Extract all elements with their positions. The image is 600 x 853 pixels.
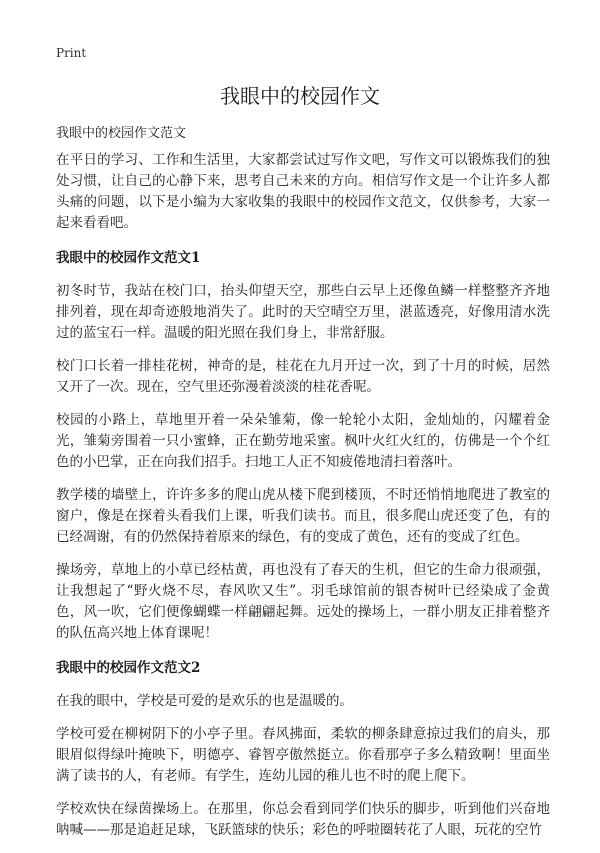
paragraph: 校园的小路上，草地里开着一朵朵雏菊，像一轮轮小太阳，金灿灿的，闪耀着金光，雏菊旁围着一只小蜜蜂，正在勤劳地采蜜。枫叶火红火红的，仿佛是一个个红色的小巴掌，正在向我们招手。扫地工人正不知疲倦地清扫着落叶。 (56, 412, 550, 470)
intro-paragraph: 在平日的学习、工作和生活里，大家都尝试过写作文吧，写作文可以锻炼我们的独处习惯，让自己的心静下来，思考自己未来的方向。相信写作文是一个让许多人都头痛的问题，以下是小编为大家收集的我眼中的校园作文范文，仅供参考，大家一起来看看吧。 (56, 152, 550, 231)
paragraph: 学校欢快在绿茵操场上。在那里，你总会看到同学们快乐的脚步，听到他们兴奋地呐喊——那是追赶足球，飞跃篮球的快乐；彩色的呼啦圈转花了人眼，玩花的空竹 (56, 801, 550, 838)
paragraph: 操场旁，草地上的小草已经枯黄，再也没有了春天的生机，但它的生命力很顽强，让我想起了“野火烧不尽，春风吹又生”。羽毛球馆前的银杏树叶已经染成了金黄色，风一吹，它们便像蝴蝶一样翩翩起舞。远处的操场上，一群小朋友正排着整齐的队伍高兴地上体育课呢！ (56, 562, 550, 641)
section-heading: 我眼中的校园作文范文2 (56, 660, 201, 676)
page-subtitle: 我眼中的校园作文范文 (56, 126, 187, 141)
print-link[interactable]: Print (56, 46, 87, 60)
paragraph: 校门口长着一排桂花树，神奇的是，桂花在九月开过一次，到了十月的时候，居然又开了一次。现在，空气里还弥漫着淡淡的桂花香呢。 (56, 358, 550, 395)
section-heading: 我眼中的校园作文范文1 (56, 250, 201, 266)
paragraph: 在我的眼中，学校是可爱的是欢乐的也是温暖的。 (56, 693, 353, 709)
paragraph: 初冬时节，我站在校门口，抬头仰望天空，那些白云早上还像鱼鳞一样整整齐齐地排列着，现在却奇迹般地消失了。此时的天空晴空万里，湛蓝透亮，好像用清水洗过的蓝宝石一样。温暖的阳光照在我们身上，非常舒服。 (56, 283, 550, 341)
paragraph: 学校可爱在柳树阴下的小亭子里。春风拂面，柔软的柳条肆意掠过我们的肩头，那眼眉似得绿叶掩映下，明德亭、睿智亭傲然挺立。你看那亭子多么精致啊！里面坐满了读书的人，有老师。有学生，连幼儿园的稚儿也不时的爬上爬下。 (56, 726, 550, 784)
article-body (56, 150, 550, 853)
paragraph: 教学楼的墙壁上，许许多多的爬山虎从楼下爬到楼顶，不时还悄悄地爬进了教室的窗户，像是在探着头看我们上课，听我们读书。而且，很多爬山虎还变了色，有的已经凋谢，有的仍然保持着原来的绿色，有的变成了黄色，还有的变成了红色。 (56, 487, 550, 545)
page-title: 我眼中的校园作文 (220, 84, 380, 108)
